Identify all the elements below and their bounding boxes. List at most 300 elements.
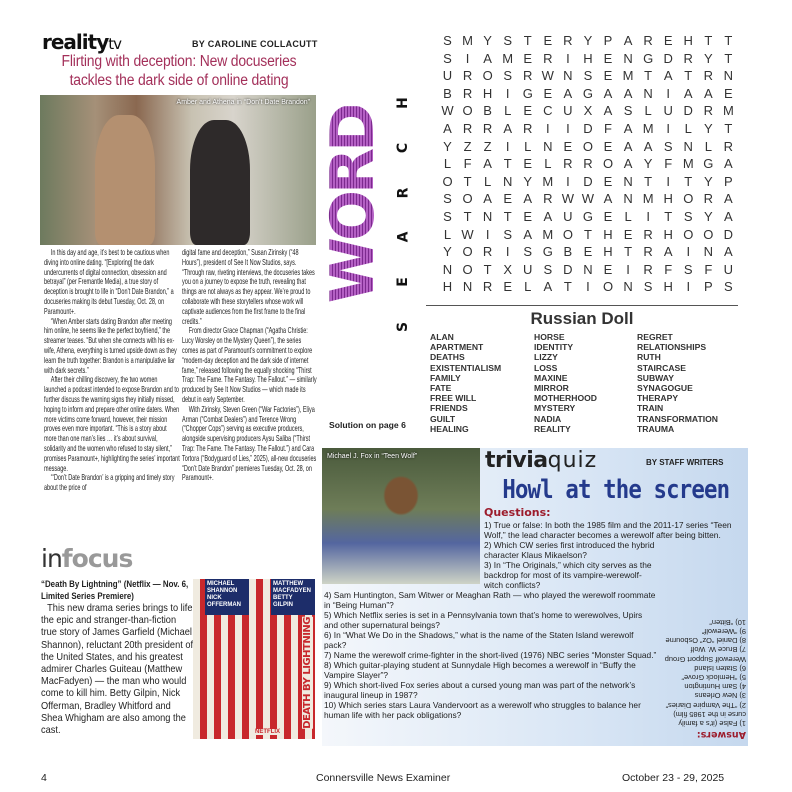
grid-letter: S — [683, 261, 693, 277]
grid-row — [438, 33, 738, 51]
word-list-column — [430, 332, 501, 434]
grid-letter: N — [623, 50, 633, 66]
question: 8) Which guitar-playing student at Sunnydale High becomes a werewolf in “Buffy the Vampire Slayer”? — [324, 660, 636, 680]
grid-letter: E — [523, 103, 533, 119]
grid-letter: S — [643, 279, 653, 295]
grid-row — [438, 121, 738, 139]
grid-letter: L — [443, 226, 452, 242]
grid-letter: N — [703, 244, 713, 260]
grid-letter: L — [504, 103, 512, 119]
grid-letter: A — [623, 156, 633, 172]
word-search-theme: Russian Doll — [530, 309, 634, 328]
grid-letter: O — [462, 103, 473, 119]
grid-letter: R — [462, 68, 473, 84]
grid-letter: R — [703, 68, 713, 84]
answer: 7) Bruce W. Wolf — [690, 645, 746, 655]
grid-letter: L — [624, 208, 632, 224]
grid-letter: A — [724, 156, 733, 172]
kicker-main: reality — [42, 30, 109, 54]
divider — [426, 305, 738, 306]
word-list-item: FRIENDS — [430, 403, 468, 414]
grid-letter: A — [703, 85, 713, 101]
grid-letter: E — [603, 138, 613, 154]
grid-letter: B — [443, 85, 452, 101]
grid-letter: A — [543, 208, 553, 224]
word-list-item: STAIRCASE — [637, 362, 687, 373]
grid-row — [438, 244, 738, 262]
grid-row — [438, 209, 738, 227]
grid-letter: R — [703, 103, 713, 119]
grid-letter: M — [622, 68, 634, 84]
grid-letter: L — [644, 103, 652, 119]
word-list-item: MAXINE — [534, 372, 568, 383]
grid-letter: S — [543, 261, 553, 277]
grid-letter: U — [723, 261, 734, 277]
word-list-item: FAMILY — [430, 372, 461, 383]
question: 6) In “What We Do in the Shadows,” what is the name of the Staten Island werewolf pack? — [324, 630, 634, 650]
paragraph: digital fame and deception,” Susan Zirinsky (“48 Hours”), president of See It Now Studios, says. “Through raw, riveting interviews, the docuseries takes you on a journey to expose the truth, revealing that things are not always as they appear. We’re proud to collaborate with these storytellers whose work will captivate audiences from the first frame to the final credits.” — [182, 248, 315, 326]
grid-letter: A — [603, 191, 613, 207]
grid-letter: A — [623, 85, 633, 101]
grid-letter: N — [482, 208, 493, 224]
grid-letter: E — [663, 33, 673, 48]
grid-letter: R — [723, 138, 734, 154]
photo-figure — [95, 115, 155, 245]
answers-upside-down — [662, 548, 746, 740]
grid-letter: S — [663, 138, 673, 154]
grid-letter: A — [724, 244, 733, 260]
grid-letter: I — [505, 138, 510, 154]
grid-letter: S — [503, 226, 513, 242]
issue-date: October 23 - 29, 2025 — [622, 772, 725, 784]
answer: 6) Staten Island Werewolf Support Group — [664, 654, 746, 673]
title-letter: A — [395, 231, 411, 243]
grid-letter: I — [666, 85, 670, 101]
grid-row — [438, 86, 738, 104]
question: 1) True or false: In both the 1985 film and the 2011-17 series “Teen Wolf,” the lead character becomes a werewolf after being bitten. — [484, 520, 732, 540]
grid-letter: D — [583, 120, 593, 136]
question: 4) Sam Huntington, Sam Witwer or Meaghan Rath — who played the werewolf roommate in “Being Human”? — [324, 590, 656, 610]
grid-letter: R — [643, 33, 653, 48]
grid-letter: P — [603, 33, 613, 48]
word-list-item: LIZZY — [534, 352, 558, 363]
infocus-block — [41, 578, 193, 736]
grid-letter: U — [663, 103, 673, 119]
answer: 10) “Bitten” — [709, 617, 746, 627]
grid-letter: I — [666, 120, 670, 136]
grid-letter: S — [724, 279, 733, 295]
word-list-item: ALAN — [430, 332, 454, 342]
grid-letter: O — [462, 261, 473, 277]
grid-letter: M — [542, 173, 554, 189]
grid-letter: Y — [443, 244, 452, 260]
grid-row — [438, 51, 738, 69]
grid-letter: A — [443, 120, 452, 136]
grid-letter: T — [644, 68, 653, 84]
grid-letter: N — [462, 279, 473, 295]
grid-letter: I — [686, 244, 691, 260]
grid-row — [438, 174, 738, 192]
grid-letter: A — [603, 103, 613, 119]
paragraph: From director Grace Chapman (“Agatha Christie: Lucy Worsley on the Mystery Queen”), the series comes as part of Paramount’s commitment to explore “modern-day deception and the dark side of internet fame,” released following the equally shocking “Thirst Trap: The Fame. The Fantasy. The Fallout.” — similarly produced by See It Now Studios — which made its debut in early September. — [182, 326, 317, 404]
grid-letter: E — [603, 50, 613, 66]
word-search-title-search — [390, 95, 416, 335]
grid-letter: S — [503, 68, 513, 84]
answer: 3) New Orleans — [694, 691, 746, 701]
grid-letter: R — [482, 279, 493, 295]
answer: 4) Sam Huntington — [684, 682, 746, 692]
grid-letter: C — [543, 103, 553, 119]
title-letter: H — [395, 97, 411, 109]
article-photo — [40, 95, 316, 245]
grid-letter: E — [603, 261, 613, 277]
grid-letter: Y — [703, 208, 713, 224]
grid-letter: X — [503, 261, 513, 277]
word-list-item: FATE — [430, 383, 452, 394]
grid-letter: T — [463, 208, 472, 224]
paragraph: “‘Don’t Date Brandon’ is a gripping and timely story about the price of — [44, 473, 175, 493]
word-list-item: HEALING — [430, 423, 469, 434]
paper-name: Connersville News Examiner — [316, 772, 451, 784]
grid-letter: H — [663, 226, 673, 242]
grid-letter: I — [686, 279, 691, 295]
title-letter: R — [395, 187, 411, 198]
question: 5) Which Netflix series is set in a Pennsylvania town that’s home to werewolves, Upirs and other supernatural beings? — [324, 610, 643, 630]
grid-letter: G — [643, 50, 654, 66]
grid-letter: R — [683, 50, 693, 66]
grid-letter: T — [483, 261, 492, 277]
word-list-item: TRANSFORMATION — [637, 413, 718, 424]
word-list-item: REGRET — [637, 332, 673, 342]
grid-letter: Y — [583, 33, 593, 48]
grid-letter: M — [682, 156, 694, 172]
trivia-title: Howl at the screen — [502, 475, 730, 505]
grid-letter: D — [563, 261, 573, 277]
grid-letter: T — [503, 156, 512, 172]
headline: Flirting with deception: New docuseries tackles the dark side of online dating — [61, 53, 297, 89]
question: 10) Which series stars Laura Vandervoort as a werewolf who struggles to balance her human life with her pack obligations? — [324, 700, 641, 720]
grid-letter: S — [623, 103, 633, 119]
grid-letter: W — [541, 68, 554, 84]
grid-letter: D — [583, 173, 593, 189]
grid-letter: X — [583, 103, 593, 119]
grid-letter: L — [443, 156, 452, 172]
grid-letter: O — [462, 244, 473, 260]
grid-letter: A — [603, 85, 613, 101]
word-list-item: APARTMENT — [430, 342, 484, 353]
grid-letter: R — [643, 226, 653, 242]
grid-letter: A — [503, 120, 513, 136]
grid-letter: N — [623, 173, 633, 189]
grid-letter: A — [683, 85, 693, 101]
grid-letter: I — [465, 50, 470, 66]
infocus-title: “Death By Lightning” (Netflix — Nov. 6, Limited Series Premiere) — [41, 579, 189, 601]
grid-letter: M — [502, 50, 514, 66]
grid-letter: L — [524, 279, 532, 295]
grid-letter: A — [483, 191, 492, 207]
section-kicker — [42, 30, 121, 54]
solution-note: Solution on page 6 — [329, 420, 406, 430]
grid-letter: Y — [483, 33, 492, 48]
grid-letter: T — [523, 33, 532, 48]
grid-letter: S — [583, 68, 593, 84]
grid-letter: O — [482, 68, 493, 84]
grid-letter: A — [543, 279, 553, 295]
grid-letter: R — [462, 120, 473, 136]
grid-letter: E — [523, 50, 533, 66]
grid-letter: N — [563, 68, 573, 84]
grid-letter: M — [642, 120, 654, 136]
grid-letter: I — [546, 120, 550, 136]
photo-figure — [190, 120, 250, 245]
grid-letter: A — [563, 85, 573, 101]
grid-letter: T — [724, 50, 733, 66]
kicker-focus: focus — [61, 544, 133, 573]
word-list-item: MIRROR — [534, 383, 569, 394]
grid-letter: Z — [483, 138, 492, 154]
grid-letter: N — [643, 85, 653, 101]
grid-letter: E — [503, 191, 513, 207]
poster-network: NETFLIX — [255, 729, 280, 735]
grid-letter: N — [683, 138, 693, 154]
grid-row — [438, 103, 738, 121]
word-search-title-word — [318, 80, 388, 330]
grid-letter: T — [664, 208, 673, 224]
grid-letter: S — [443, 191, 452, 207]
grid-letter: D — [723, 226, 734, 242]
word-list-item: RUTH — [637, 352, 661, 363]
article-column-2 — [182, 248, 318, 483]
grid-letter: A — [663, 244, 673, 260]
word-list-item: GUILT — [430, 413, 456, 424]
grid-row — [438, 68, 738, 86]
kicker-quiz: quiz — [547, 448, 598, 473]
word-list-item: SUBWAY — [637, 372, 674, 383]
word-list-item: REALITY — [534, 423, 571, 434]
kicker-suffix: tv — [108, 35, 121, 53]
title-letter: S — [395, 321, 411, 333]
grid-letter: F — [704, 261, 713, 277]
grid-letter: T — [684, 173, 693, 189]
word-list-column — [637, 332, 718, 434]
grid-letter: A — [523, 226, 533, 242]
grid-letter: G — [522, 85, 533, 101]
grid-letter: S — [503, 33, 513, 48]
paragraph: With Zirinsky, Steven Green (“War Factories”), Eliya Arman (“Combat Dealers”) and Terence Wrong (“Chopper Cops”) serving as executive producers, alongside supervising producers Aysu Saliba (“Thirst Trap: The Fame. The Fantasy. The Fallout.”) and Cara Tortora (“Bodyguard of Lies,” 2025), all-new docuseries “Don’t Date Brandon” premieres Tuesday, Oct. 28, on Paramount+. — [182, 404, 317, 483]
grid-letter: A — [623, 33, 633, 48]
answer: 2) “The Vampire Diaries” — [665, 700, 746, 710]
grid-letter: E — [724, 85, 733, 101]
grid-letter: A — [623, 120, 633, 136]
grid-letter: W — [461, 226, 474, 242]
grid-row — [438, 156, 738, 174]
word-list-item: MOTHERHOOD — [534, 393, 598, 404]
grid-letter: T — [684, 68, 693, 84]
grid-letter: R — [703, 191, 713, 207]
grid-letter: G — [542, 244, 553, 260]
page-number: 4 — [41, 772, 47, 784]
answer: 1) False (it’s a family curse in the 1985 film) — [673, 709, 746, 728]
grid-letter: W — [581, 191, 595, 207]
photo-caption: Michael J. Fox in “Teen Wolf” — [327, 453, 418, 460]
grid-letter: U — [563, 208, 573, 224]
poster-cast-left: MICHAEL SHANNON NICK OFFERMAN — [205, 579, 249, 615]
grid-letter: U — [563, 103, 573, 119]
grid-letter: R — [523, 120, 533, 136]
grid-letter: N — [442, 261, 453, 277]
grid-letter: E — [563, 138, 573, 154]
grid-letter: W — [561, 191, 575, 207]
grid-letter: F — [604, 120, 612, 136]
grid-row — [438, 279, 738, 297]
grid-letter: I — [586, 279, 590, 295]
grid-letter: S — [443, 33, 452, 48]
grid-letter: S — [443, 208, 452, 224]
grid-letter: B — [563, 244, 573, 260]
grid-letter: R — [523, 68, 533, 84]
grid-letter: T — [724, 120, 733, 136]
grid-letter: A — [483, 50, 492, 66]
grid-letter: O — [602, 279, 614, 295]
grid-letter: G — [582, 85, 593, 101]
grid-letter: P — [724, 173, 733, 189]
grid-letter: E — [523, 156, 533, 172]
byline: BY CAROLINE COLLACUTT — [192, 39, 318, 49]
word-list-item: LOSS — [534, 362, 558, 373]
grid-row — [438, 139, 738, 157]
article-column-1 — [44, 248, 180, 493]
grid-letter: D — [663, 50, 673, 66]
grid-letter: A — [623, 138, 633, 154]
grid-letter: A — [483, 156, 492, 172]
grid-row — [438, 227, 738, 245]
grid-letter: N — [543, 138, 553, 154]
grid-letter: I — [566, 173, 570, 189]
answer: 5) “Hemlock Grove” — [681, 672, 746, 682]
paragraph: “When Amber starts dating Brandon after meeting him online, he seems like the perfect boyfriend,” the streamer teases. “But when she connects with his ex-wife, Athena, everything is turned upside down as they learn the truth together: Brandon is a manipulative liar with dark secrets.” — [44, 316, 177, 375]
word-list-item: IDENTITY — [534, 342, 574, 353]
kicker-in: in — [41, 544, 62, 573]
grid-letter: R — [563, 33, 573, 48]
grid-letter: T — [583, 226, 592, 242]
grid-letter: F — [664, 261, 673, 277]
infocus-body — [41, 602, 193, 736]
infocus-kicker — [41, 544, 132, 574]
grid-letter: T — [624, 244, 633, 260]
word-list-item: EXISTENTIALISM — [430, 362, 502, 373]
grid-letter: I — [485, 226, 490, 242]
grid-letter: L — [524, 138, 532, 154]
poster-cast-right: MATTHEW MACFADYEN BETTY GILPIN — [271, 579, 315, 615]
word-list-item: DEATHS — [430, 352, 465, 363]
trivia-byline: BY STAFF WRITERS — [646, 458, 724, 467]
grid-letter: B — [483, 103, 492, 119]
grid-letter: A — [523, 191, 533, 207]
word-list-item: FREE WILL — [430, 393, 477, 404]
trivia-kicker — [485, 448, 597, 474]
word-list-column — [534, 332, 597, 434]
paragraph: After their chilling discovery, the two women launched a podcast intended to expose Brandon and to further discuss the warning signs they initially missed, hoping to inform and prepare other online daters. When more victims come forward, however, their mission proves even more important. “This is a story about more than one man’s lies … it’s about survival, solidarity and the women who refused to stay silent,” promises Paramount+, highlighting the series’ important message. — [44, 375, 180, 473]
answers-spacer — [745, 520, 746, 548]
grid-letter: R — [482, 120, 493, 136]
grid-letter: E — [603, 173, 613, 189]
paragraph: This new drama series brings to life the epic and stranger-than-fiction true story of James Garfield (Michael Shannon), reluctant 20th president of the United States, and his greatest admirer Charles Guiteau (Matthew MacFadyen) — the man who would come to kill him. Betty Gilpin, Nick Offerman, Bradley Whitford and Shea Whigham are also among the cast. — [41, 602, 194, 737]
grid-letter: Y — [703, 173, 713, 189]
grid-letter: H — [603, 226, 613, 242]
word-list-item: SYNAGOGUE — [637, 383, 693, 394]
questions-label: Questions: — [484, 506, 551, 519]
word-list-item: NADIA — [534, 413, 562, 424]
grid-letter: L — [544, 156, 552, 172]
kicker-trivia: trivia — [485, 448, 548, 473]
word-list-item: THERAPY — [637, 393, 679, 404]
grid-letter: G — [582, 208, 593, 224]
grid-letter: L — [684, 120, 692, 136]
grid-letter: Y — [703, 120, 713, 136]
grid-letter: A — [724, 191, 733, 207]
grid-letter: L — [704, 138, 712, 154]
grid-letter: M — [462, 33, 473, 48]
grid-letter: E — [523, 208, 533, 224]
grid-letter: I — [646, 208, 650, 224]
grid-letter: Y — [443, 138, 452, 154]
title-word: WORD — [318, 106, 388, 304]
grid-letter: H — [583, 50, 593, 66]
grid-letter: N — [723, 68, 734, 84]
grid-letter: Y — [643, 156, 653, 172]
grid-letter: R — [543, 50, 553, 66]
grid-letter: G — [703, 156, 714, 172]
word-list-item: MYSTERY — [534, 403, 576, 414]
grid-letter: W — [441, 103, 454, 119]
photo-spacer — [324, 520, 484, 585]
grid-row — [438, 262, 738, 280]
grid-letter: R — [543, 191, 553, 207]
grid-letter: Z — [463, 138, 472, 154]
answer: 9) “Werewolf” — [701, 626, 746, 636]
grid-letter: N — [623, 279, 633, 295]
grid-letter: T — [724, 33, 733, 48]
grid-letter: O — [442, 173, 453, 189]
grid-letter: A — [663, 68, 673, 84]
grid-letter: H — [442, 279, 453, 295]
grid-letter: E — [543, 33, 553, 48]
grid-letter: M — [542, 226, 554, 242]
question: 9) Which short-lived Fox series about a cursed young man was part of the network’s inaugural lineup in 1987? — [324, 680, 636, 700]
grid-letter: R — [643, 244, 653, 260]
grid-letter: D — [683, 103, 693, 119]
grid-letter: I — [566, 120, 570, 136]
grid-letter: H — [683, 33, 693, 48]
grid-letter: O — [602, 156, 614, 172]
paragraph: In this day and age, it’s best to be cautious when diving into online dating. “[Exploring] the dark undercurrents of digital connection, obsession and betrayal” (per Fremantle Media), a true story of deception is brought to life in “Don’t Date Brandon,” a docuseries making its debut Tuesday, Oct. 28, on Paramount+. — [44, 248, 174, 316]
grid-letter: M — [722, 103, 734, 119]
death-by-lightning-poster — [193, 579, 315, 739]
grid-letter: T — [463, 173, 472, 189]
grid-letter: A — [643, 138, 653, 154]
word-list-item: HORSE — [534, 332, 565, 342]
grid-letter: O — [582, 138, 593, 154]
photo-caption: Amber and Athena in “Don’t Date Brandon” — [176, 99, 310, 106]
grid-letter: H — [663, 191, 673, 207]
grid-letter: E — [503, 279, 513, 295]
grid-row — [438, 191, 738, 209]
grid-letter: T — [644, 173, 653, 189]
grid-letter: R — [482, 244, 493, 260]
grid-letter: A — [724, 208, 733, 224]
grid-letter: R — [643, 261, 653, 277]
word-list-item: RELATIONSHIPS — [637, 342, 707, 353]
